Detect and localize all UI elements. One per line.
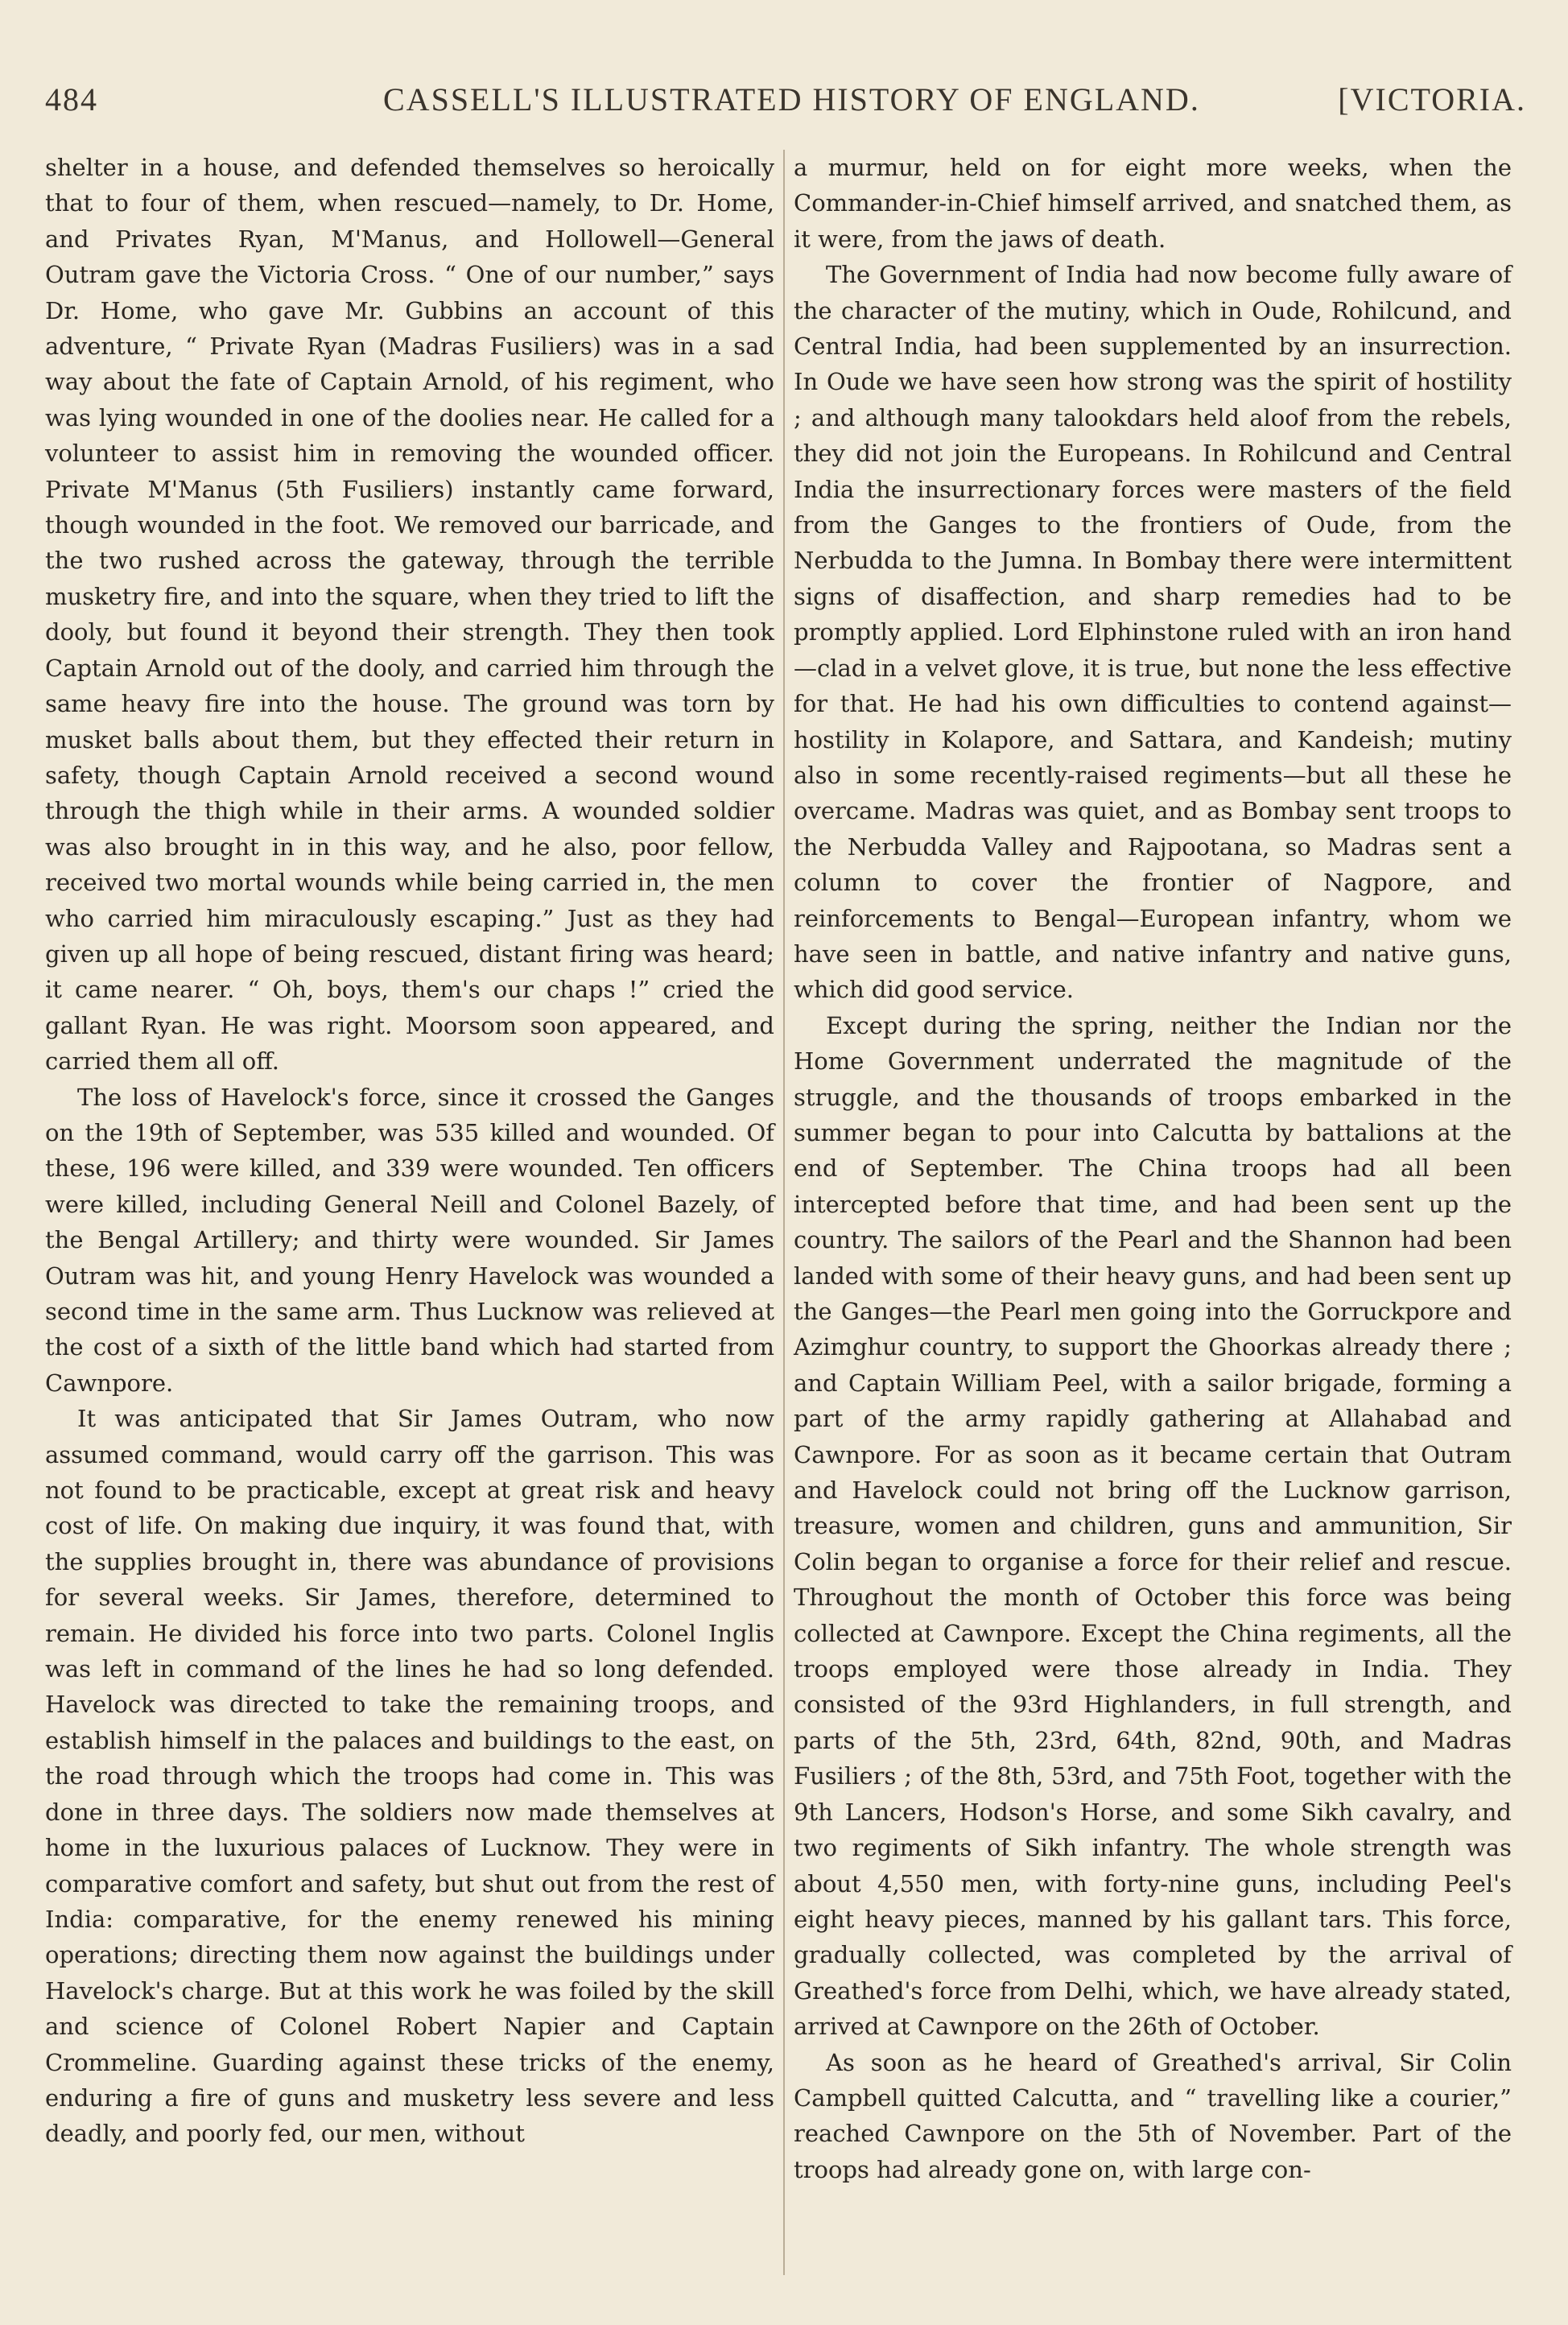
running-title: CASSELL'S ILLUSTRATED HISTORY OF ENGLAND. [383, 81, 1200, 118]
paragraph: a murmur, held on for eight more weeks, when the Commander-in-Chief himself arrived, and snatched them, as it were, from the jaws of death. [794, 154, 1512, 253]
right-column [794, 150, 1512, 2187]
paragraph: It was anticipated that Sir James Outram, who now assumed command, would carry off the garrison. This was not found to be practicable, except at great risk and heavy cost of life. On making due inquiry, it was found that, with the supplies brought in, there was abundance of provisions for several weeks. Sir James, therefore, determined to remain. He divided his force into two parts. Colonel Inglis was left in command of the lines he had so long defended. Havelock was directed to take the remaining troops, and establish himself in the palaces and buildings to the east, on the road through which the troops had come in. This was done in three days. The soldiers now made themselves at home in the luxurious palaces of Lucknow. They were in comparative comfort and safety, but shut out from the rest of India: comparative, for the enemy renewed his mining operations; directing them now against the buildings under Havelock's charge. But at this work he was foiled by the skill and science of Colonel Robert Napier and Captain Crommeline. Guarding against these tricks of the enemy, enduring a fire of guns and musketry less severe and less deadly, and poorly fed, our men, without [45, 1405, 774, 2148]
left-column [45, 150, 774, 2152]
paragraph: The Government of India had now become fully aware of the character of the mutiny, which in Oude, Rohilcund, and Central India, had been supplemented by an insurrection. In Oude we have seen how strong was the spirit of hostility ; and although many talookdars held aloof from the rebels, they did not join the Europeans. In Rohilcund and Central India the insurrectionary forces were masters of the field from the Ganges to the frontiers of Oude, from the Nerbudda to the Jumna. In Bombay there were intermittent signs of disaffection, and sharp remedies had to be promptly applied. Lord Elphinstone ruled with an iron hand—clad in a velvet glove, it is true, but none the less effective for that. He had his own difficulties to contend against—hostility in Kolapore, and Sattara, and Kandeish; mutiny also in some recently-raised regiments—but all these he overcame. Madras was quiet, and as Bombay sent troops to the Nerbudda Valley and Rajpootana, so Madras sent a column to cover the frontier of Nagpore, and reinforcements to Bengal—European infantry, whom we have seen in battle, and native infantry and native guns, which did good service. [794, 261, 1512, 1004]
paragraph: The loss of Havelock's force, since it crossed the Ganges on the 19th of September, was 535 killed and wounded. Of these, 196 were killed, and 339 were wounded. Ten officers were killed, including General Neill and Colonel Bazely, of the Bengal Artillery; and thirty were wounded. Sir James Outram was hit, and young Henry Havelock was wounded a second time in the same arm. Thus Lucknow was relieved at the cost of a sixth of the little band which had started from Cawnpore. [45, 1083, 774, 1397]
section-tag: [VICTORIA. [1338, 81, 1526, 118]
paragraph: shelter in a house, and defended themselves so heroically that to four of them, when rescued—namely, to Dr. Home, and Privates Ryan, M'Manus, and Hollowell—General Outram gave the Victoria Cross. “ One of our number,” says Dr. Home, who gave Mr. Gubbins an account of this adventure, “ Private Ryan (Madras Fusiliers) was in a sad way about the fate of Captain Arnold, of his regiment, who was lying wounded in one of the doolies near. He called for a volunteer to assist him in removing the wounded officer. Private M'Manus (5th Fusiliers) instantly came forward, though wounded in the foot. We removed our barricade, and the two rushed across the gateway, through the terrible musketry fire, and into the square, when they tried to lift the dooly, but found it beyond their strength. They then took Captain Arnold out of the dooly, and carried him through the same heavy fire into the house. The ground was torn by musket balls about them, but they effected their return in safety, though Captain Arnold received a second wound through the thigh while in their arms. A wounded soldier was also brought in in this way, and he also, poor fellow, received two mortal wounds while being carried in, the men who carried him miraculously escaping.” Just as they had given up all hope of being rescued, distant firing was heard; it came nearer. “ Oh, boys, them's our chaps !” cried the gallant Ryan. He was right. Moorsom soon appeared, and carried them all off. [45, 154, 774, 1076]
paragraph: Except during the spring, neither the Indian nor the Home Government underrated the magnitude of the struggle, and the thousands of troops embarked in the summer began to pour into Calcutta by battalions at the end of September. The China troops had all been intercepted before that time, and had been sent up the country. The sailors of the Pearl and the Shannon had been landed with some of their heavy guns, and had been sent up the Ganges—the Pearl men going into the Gorruckpore and Azimghur country, to support the Ghoorkas already there ; and Captain William Peel, with a sailor brigade, forming a part of the army rapidly gathering at Allahabad and Cawnpore. For as soon as it became certain that Outram and Havelock could not bring off the Lucknow garrison, treasure, women and children, guns and ammunition, Sir Colin began to organise a force for their relief and rescue. Throughout the month of October this force was being collected at Cawnpore. Except the China regiments, all the troops employed were those already in India. They consisted of the 93rd Highlanders, in full strength, and parts of the 5th, 23rd, 64th, 82nd, 90th, and Madras Fusiliers ; of the 8th, 53rd, and 75th Foot, together with the 9th Lancers, Hodson's Horse, and some Sikh cavalry, and two regiments of Sikh infantry. The whole strength was about 4,550 men, with forty-nine guns, including Peel's eight heavy pieces, manned by his gallant tars. This force, gradually collected, was completed by the arrival of Greathed's force from Delhi, which, we have already stated, arrived at Cawnpore on the 26th of October. [794, 1011, 1512, 2041]
page-header [45, 81, 1526, 129]
page-number: 484 [45, 81, 98, 118]
column-divider [783, 150, 785, 2275]
paragraph: As soon as he heard of Greathed's arrival, Sir Colin Campbell quitted Calcutta, and “ travelling like a courier,” reached Cawnpore on the 5th of November. Part of the troops had already gone on, with large con- [794, 2048, 1512, 2183]
